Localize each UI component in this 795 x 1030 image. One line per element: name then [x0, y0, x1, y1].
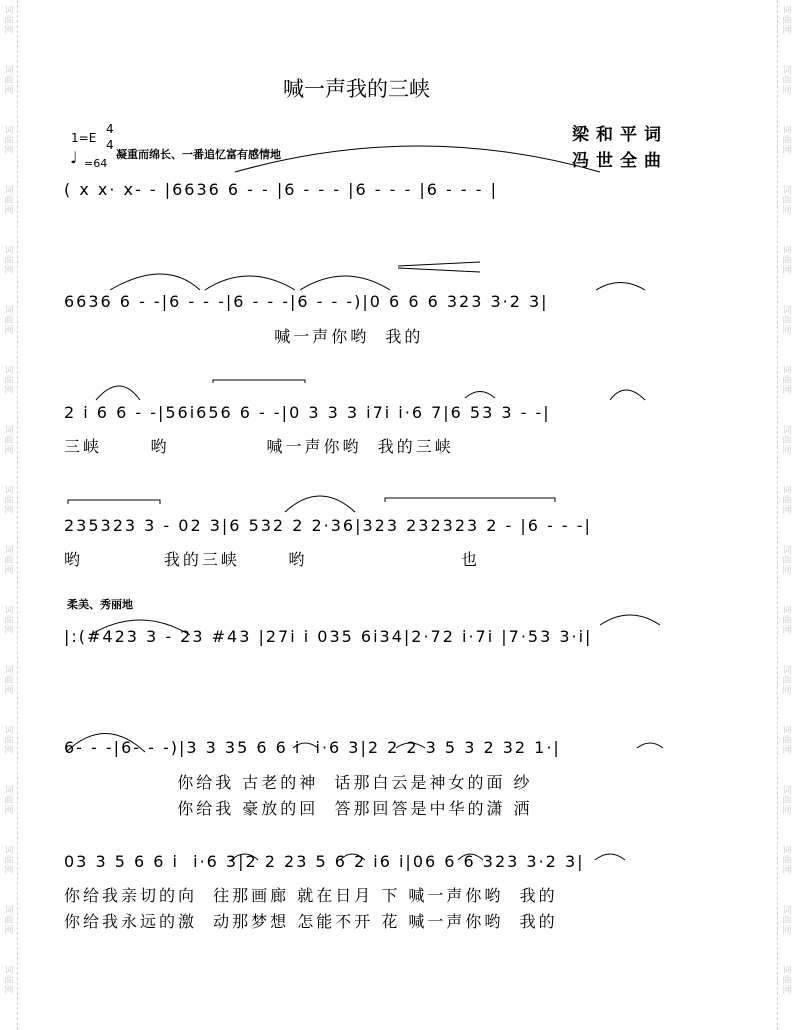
- quarter-note-icon: ♩: [70, 148, 78, 167]
- slur: [235, 146, 600, 172]
- lyrics-system-6-verse-2: 你给我 豪放的回 答那回答是中华的潇 洒: [64, 799, 533, 818]
- tempo-marking: =64: [84, 157, 108, 170]
- slur: [610, 390, 645, 400]
- slur: [293, 743, 318, 748]
- time-signature-top: 4: [106, 122, 114, 136]
- watermark-text: 词 曲 网: [4, 126, 14, 156]
- watermark-text: 词 曲 网: [782, 786, 792, 816]
- lyrics-system-7-verse-1: 你给我亲切的向 往那画廊 就在日月 下 喊一声你哟 我的: [64, 886, 558, 905]
- watermark-text: 词 曲 网: [782, 426, 792, 456]
- slur: [66, 734, 145, 753]
- watermark-text: 词 曲 网: [782, 966, 792, 996]
- lyrics-system-4: 哟 我的三峡 哟 也: [64, 550, 481, 569]
- watermark-text: 词 曲 网: [4, 846, 14, 876]
- composer-credit: 冯世全曲: [572, 151, 668, 171]
- watermark-text: 词 曲 网: [782, 186, 792, 216]
- watermark-text: 词 曲 网: [4, 186, 14, 216]
- slur: [231, 854, 258, 860]
- watermark-text: 词 曲 网: [782, 126, 792, 156]
- lyricist-credit: 梁和平词: [572, 125, 668, 145]
- slur: [600, 615, 660, 625]
- notation-system-3: 2 i 6 6 - -|56i656 6 - -|0 3 3 3 i7i i·6 7|6 53 3 - -|: [64, 403, 551, 422]
- watermark-text: 词 曲 网: [782, 666, 792, 696]
- notation-system-5: |:(#423 3 - 23 #43 |27i i 035 6i34|2·72 i·7i |7·53 3·i|: [64, 627, 593, 646]
- watermark-text: 词 曲 网: [782, 6, 792, 36]
- slur: [205, 276, 295, 290]
- notation-system-7: 03 3 5 6 6 i i·6 3|2 2 23 5 6 2 i6 i|06 6 6 323 3·2 3|: [64, 852, 585, 871]
- slur: [458, 854, 483, 860]
- watermark-text: 词 曲 网: [782, 906, 792, 936]
- time-signature-bottom: 4: [106, 138, 114, 152]
- song-title: 喊一声我的三峡: [283, 77, 430, 101]
- section-expression-marking: 柔美、秀丽地: [67, 598, 133, 611]
- watermark-text: 词 曲 网: [4, 66, 14, 96]
- watermark-text: 词 曲 网: [782, 366, 792, 396]
- watermark-text: 词 曲 网: [782, 726, 792, 756]
- lyrics-system-3: 三峡 哟 喊一声你哟 我的三峡: [64, 437, 454, 456]
- key-signature: 1=E: [71, 131, 97, 145]
- watermark-text: 词 曲 网: [782, 66, 792, 96]
- watermark-text: 词 曲 网: [4, 786, 14, 816]
- watermark-text: 词 曲 网: [782, 486, 792, 516]
- watermark-text: 词 曲 网: [4, 606, 14, 636]
- watermark-text: 词 曲 网: [4, 306, 14, 336]
- slur: [68, 500, 160, 504]
- notation-system-6: 6- - -|6- - -)|3 3 35 6 6 i i·6 3|2 2 2 3 5 3 2 32 1·|: [64, 738, 561, 757]
- watermark-text: 词 曲 网: [4, 366, 14, 396]
- slur: [110, 274, 200, 290]
- notation-system-2: 6636 6 - -|6 - - -|6 - - -|6 - - -)|0 6 6 6 323 3·2 3|: [64, 292, 549, 311]
- slur: [90, 620, 190, 635]
- expression-marking: 凝重而绵长、一番追忆富有感情地: [116, 148, 281, 161]
- slur: [300, 276, 390, 290]
- watermark-text: 词 曲 网: [4, 726, 14, 756]
- watermark-text: 词 曲 网: [4, 486, 14, 516]
- watermark-text: 词 曲 网: [782, 846, 792, 876]
- notation-system-4: 235323 3 - 02 3|6 532 2 2·36|323 232323 2 - |6 - - -|: [64, 516, 592, 535]
- slur: [637, 743, 663, 748]
- slur: [596, 283, 645, 291]
- slur: [96, 386, 140, 400]
- watermark-text: 词 曲 网: [4, 906, 14, 936]
- watermark-text: 词 曲 网: [782, 606, 792, 636]
- watermark-text: 词 曲 网: [4, 966, 14, 996]
- crescendo-line: [398, 262, 480, 272]
- slur: [285, 496, 355, 512]
- slur: [595, 854, 625, 860]
- notation-system-1: ( x x· x- - |6636 6 - - |6 - - - |6 - - - |6 - - - |: [64, 180, 498, 199]
- slur: [340, 854, 365, 860]
- slur: [385, 498, 555, 502]
- lyrics-system-2: 喊一声你哟 我的: [64, 327, 424, 346]
- watermark-text: 词 曲 网: [4, 546, 14, 576]
- slur: [465, 392, 495, 399]
- watermark-text: 词 曲 网: [782, 246, 792, 276]
- lyrics-system-6-verse-1: 你给我 古老的神 话那白云是神女的面 纱: [64, 773, 533, 792]
- watermark-text: 词 曲 网: [782, 306, 792, 336]
- watermark-text: 词 曲 网: [782, 546, 792, 576]
- lyrics-system-7-verse-2: 你给我永远的激 动那梦想 怎能不开 花 喊一声你哟 我的: [64, 912, 558, 931]
- watermark-text: 词 曲 网: [4, 246, 14, 276]
- slur: [396, 743, 425, 748]
- watermark-text: 词 曲 网: [4, 6, 14, 36]
- slur: [213, 380, 305, 383]
- watermark-text: 词 曲 网: [4, 426, 14, 456]
- watermark-text: 词 曲 网: [4, 666, 14, 696]
